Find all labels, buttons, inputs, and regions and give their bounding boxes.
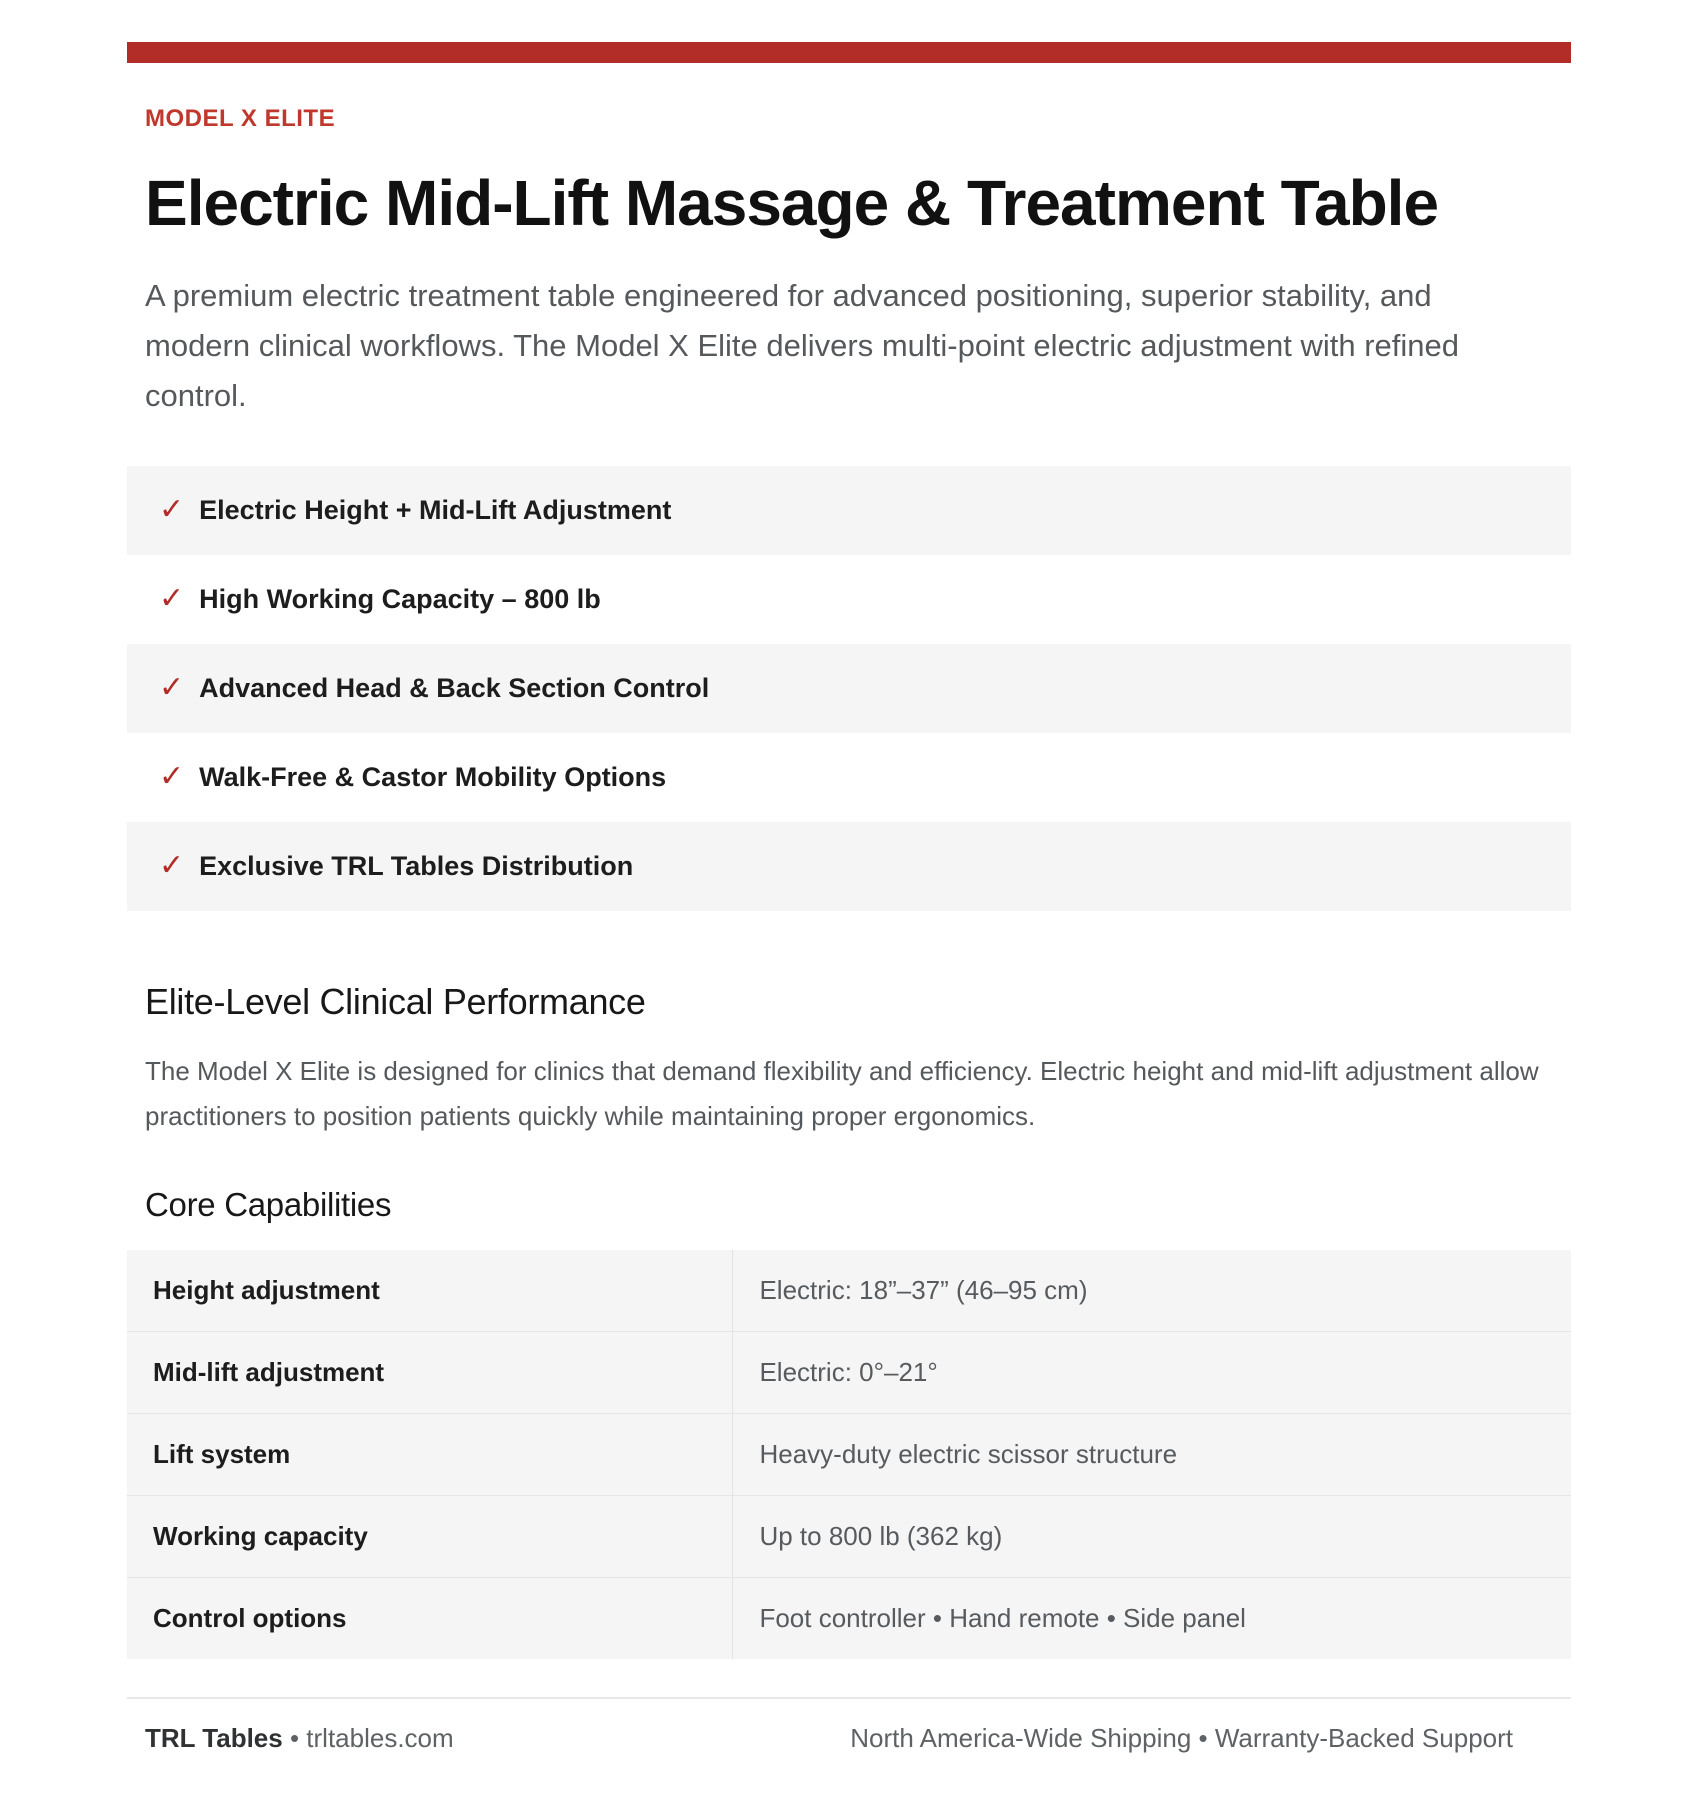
row-value: Electric: 18”–37” (46–95 cm): [759, 1274, 1088, 1305]
footer-brand: TRL Tables: [145, 1722, 283, 1753]
model-eyebrow: MODEL X ELITE: [145, 105, 336, 132]
page-footer: [127, 1697, 1571, 1754]
feature-item: [127, 733, 1571, 822]
feature-label: Walk-Free & Castor Mobility Options: [199, 761, 667, 792]
check-icon: ✓: [159, 760, 185, 794]
performance-heading: Elite-Level Clinical Performance: [145, 980, 646, 1022]
page-title: Electric Mid-Lift Massage & Treatment Table: [145, 167, 1439, 239]
lead-paragraph: A premium electric treatment table engineered for advanced positioning, superior stability, and modern clinical workflows. The Model X Elite delivers multi-point electric adjustment with refined control.: [145, 278, 1460, 414]
table-row: [127, 1414, 1571, 1496]
check-icon: ✓: [159, 849, 185, 883]
check-icon: ✓: [159, 582, 185, 616]
feature-label: Advanced Head & Back Section Control: [199, 672, 710, 703]
feature-item: [127, 555, 1571, 644]
feature-item: [127, 466, 1571, 555]
row-label: Working capacity: [127, 1496, 733, 1577]
table-row: [127, 1578, 1571, 1659]
row-value: Up to 800 lb (362 kg): [759, 1520, 1003, 1551]
accent-bar: [127, 42, 1571, 63]
row-label: Control options: [127, 1578, 733, 1659]
capabilities-heading: Core Capabilities: [145, 1185, 392, 1223]
row-value: Heavy-duty electric scissor structure: [759, 1438, 1178, 1469]
table-row: [127, 1332, 1571, 1414]
row-label: Height adjustment: [127, 1250, 733, 1331]
table-row: [127, 1250, 1571, 1332]
feature-list: [127, 466, 1571, 911]
row-value: Electric: 0°–21°: [759, 1356, 938, 1387]
feature-item: [127, 822, 1571, 911]
check-icon: ✓: [159, 671, 185, 705]
product-page: [127, 0, 1571, 1794]
feature-label: Electric Height + Mid-Lift Adjustment: [199, 494, 672, 525]
feature-label: Exclusive TRL Tables Distribution: [199, 850, 634, 881]
footer-tagline: North America-Wide Shipping • Warranty-Backed Support: [850, 1722, 1513, 1753]
performance-body: The Model X Elite is designed for clinics that demand flexibility and efficiency. Electric height and mid-lift adjustment allow practitioners to position patients quickly while maintaining proper ergonomics.: [145, 1055, 1539, 1132]
check-icon: ✓: [159, 493, 185, 527]
feature-label: High Working Capacity – 800 lb: [199, 583, 601, 614]
footer-site: • trltables.com: [289, 1722, 454, 1753]
feature-item: [127, 644, 1571, 733]
capabilities-table: [127, 1250, 1571, 1659]
footer-brand-line: [145, 1723, 454, 1754]
row-label: Lift system: [127, 1414, 733, 1495]
row-value: Foot controller • Hand remote • Side panel: [759, 1602, 1246, 1633]
row-label: Mid-lift adjustment: [127, 1332, 733, 1413]
table-row: [127, 1496, 1571, 1578]
